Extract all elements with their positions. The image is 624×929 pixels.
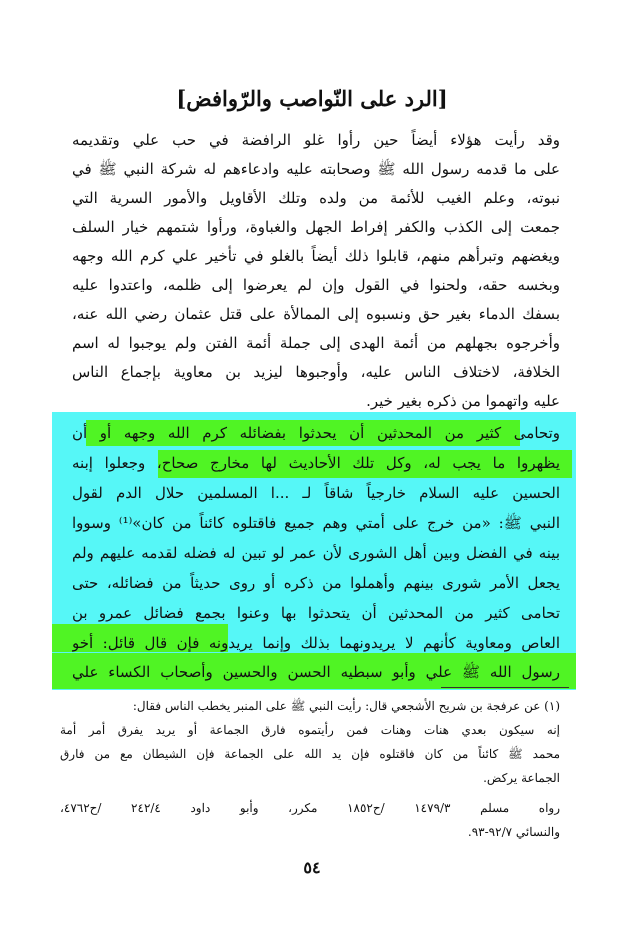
highlighted-line: وتحامى كثير من المحدثين أن يحدثوا بفضائله كرم الله وجهه أو أن	[72, 424, 560, 442]
highlighted-line: العاص ومعاوية كأنهم لا يريدونهما بذلك وإنما يريدونه فإن قال قائل: أخو	[72, 634, 560, 652]
highlighted-line: تحامى كثير من المحدثين أن يتحدثوا بها وعنوا بجمع فضائل عمرو بن	[72, 604, 560, 622]
footnote-source: رواه مسلم ١٤٧٩/٣ /ح١٨٥٢ مكرر، وأبو داود ٢٤٢/٤ /ح٤٧٦٢،	[60, 801, 560, 815]
highlighted-line: الحسين عليه السلام خارجياً شاقاً لـ ...ا المسلمين حلال الدم لقول	[72, 484, 560, 502]
footnote-line: الجماعة يركض.	[483, 771, 560, 785]
section-title: [الرد على النّواصب والرّوافض]	[176, 86, 448, 111]
highlighted-line: رسول الله ﷺ علي وأبو سبطيه الحسن والحسين وأصحاب الكساء علي	[72, 663, 560, 681]
body-line: عليه واتهموا من ذكره بغير خير.	[366, 392, 560, 410]
body-line: نبوته، وعلم الغيب للأئمة من ولده وتلك الأقاويل والأمور السرية التي	[72, 189, 560, 207]
footnote-line: (١) عن عرفجة بن شريح الأشجعي قال: رأيت النبي ﷺ على المنبر يخطب الناس فقال:	[132, 699, 560, 713]
body-line: وقد رأيت هؤلاء أيضاً حين رأوا غلو الرافضة في حب علي وتقديمه	[72, 131, 560, 149]
highlighted-line: النبي ﷺ: «من خرج على أمتي وهم جميع فاقتلوه كائناً من كان»⁽¹⁾ وسووا	[72, 514, 560, 532]
body-line: الخلافة، لاختلاف الناس عليه، وأوجبوها ليزيد بن معاوية بإجماع الناس	[72, 363, 560, 381]
footnote-source: والنسائي ٩٢/٧-٩٣.	[467, 825, 560, 839]
body-line: وبخسه حقه، ولحنوا في القول وإن لم يعرضوا إلى ظلمه، واعتدوا عليه	[72, 276, 560, 294]
highlighted-line: يظهروا ما يجب له، وكل تلك الأحاديث لها مخارج صحاح، وجعلوا إبنه	[72, 454, 560, 472]
highlighted-line: يجعل الأمر شورى بينهم وأهملوا من ذكره أو روى حديثاً من فضائله، حتى	[72, 574, 560, 592]
page-number: ٥٤	[303, 858, 321, 877]
highlighted-line: بينه في الفضل وبين أهل الشورى لأن عمر لو تبين له فضله لقدمه عليهم ولم	[72, 544, 560, 562]
body-line: وأخرجوه بجهلهم من أئمة الهدى إلى جملة أئمة الفتن ولم يوجبوا له اسم	[72, 334, 560, 352]
body-line: ويغضهم وتبرأهم منهم، قابلوا ذلك أيضاً بالغلو في تأخير علي كرم الله وجهه	[72, 247, 560, 265]
body-line: جمعت إلى الكذب والكفر إفراط الجهل والغباوة، ورأوا شتمهم خيار السلف	[72, 218, 560, 236]
body-line: على ما قدمه رسول الله ﷺ وصحابته عليه وادعاءهم له شركة النبي ﷺ في	[72, 160, 560, 178]
footnote-divider	[441, 687, 569, 688]
body-line: بسفك الدماء بغير حق ونسبوه إلى الممالأة على قتل عثمان رضي الله عنه،	[72, 305, 560, 323]
footnote-line: محمد ﷺ كائناً من كان فاقتلوه فإن يد الله على الجماعة فإن الشيطان مع من فارق	[60, 747, 560, 761]
footnote-line: إنه سيكون بعدي هنات وهنات فمن رأيتموه فارق الجماعة أو يريد يفرق أمر أمة	[60, 723, 560, 737]
